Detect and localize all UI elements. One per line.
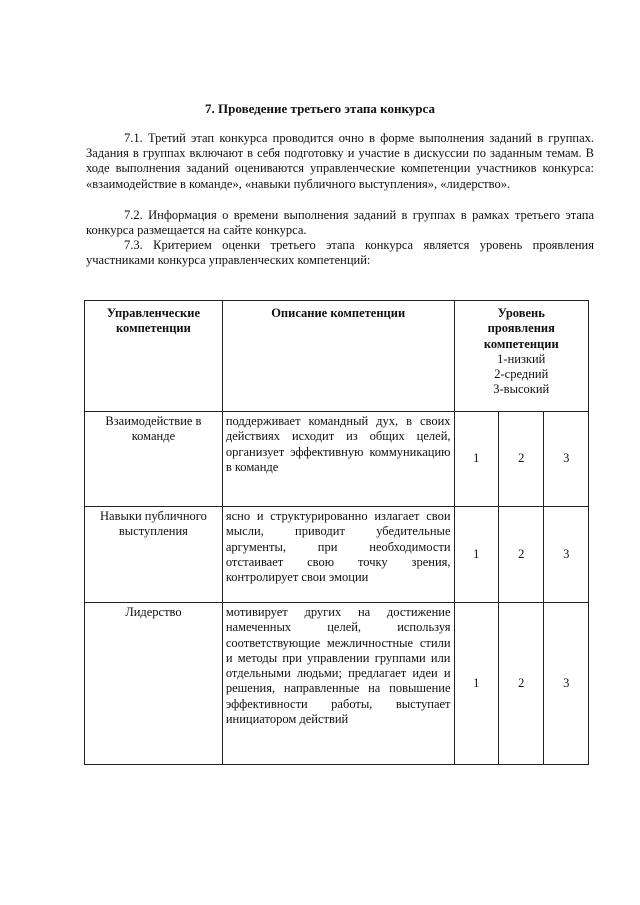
competence-name: Навыки публичного выступления [85,507,223,603]
competence-description: ясно и структурированно излагает свои мысли, приводит убедительные аргументы, при необходимости отстаивает свою точку зрения, контролирует свои эмоции [222,507,454,603]
level-cell: 2 [499,507,544,603]
paragraph-7-3: 7.3. Критерием оценки третьего этапа конкурса является уровень проявления участниками конкурса управленческих компетенций: [86,238,594,268]
header-level-medium: 2-средний [494,367,549,382]
competence-name: Лидерство [85,603,223,765]
level-cell: 2 [499,412,544,507]
header-description: Описание компетенции [222,301,454,412]
paragraph-7-2: 7.2. Информация о времени выполнения заданий в группах в рамках третьего этапа конкурса размещается на сайте конкурса. [86,208,594,238]
header-level-title-2: проявления [487,321,555,336]
level-cell: 3 [544,603,589,765]
competence-name: Взаимодействие в команде [85,412,223,507]
competence-description: поддерживает командный дух, в своих действиях исходит из общих целей, организует эффективную коммуникацию в команде [222,412,454,507]
paragraph-7-1: 7.1. Третий этап конкурса проводится очно в форме выполнения заданий в группах. Задания в группах включают в себя подготовку и участие в дискуссии по заданным темам. В ходе выполнения заданий оцениваются управленческие компетенции участников конкурса: «взаимодействие в команде», «навыки публичного выступления», «лидерство». [86,131,594,191]
table-row [85,412,589,507]
competence-table [84,300,589,765]
header-level-low: 1-низкий [497,351,546,366]
header-level-high: 3-высокий [493,382,550,397]
table-row [85,603,589,765]
level-cell: 1 [454,412,498,507]
level-cell: 3 [544,412,589,507]
level-cell: 1 [454,507,498,603]
header-level-title-3: компетенции [483,336,559,351]
level-cell: 3 [544,507,589,603]
header-level [454,301,588,412]
competence-description: мотивирует других на достижение намеченных целей, используя соответствующие межличностные стили и методы при управлении группами или отдельными людьми; предлагает идеи и решения, направленные на повышение эффективности работы, выступает инициатором действий [222,603,454,765]
header-competence: Управленческие компетенции [85,301,223,412]
section-title: 7. Проведение третьего этапа конкурса [205,101,435,116]
table-header-row [85,301,589,412]
header-level-title-1: Уровень [497,306,545,320]
table-row [85,507,589,603]
level-cell: 1 [454,603,498,765]
level-cell: 2 [499,603,544,765]
